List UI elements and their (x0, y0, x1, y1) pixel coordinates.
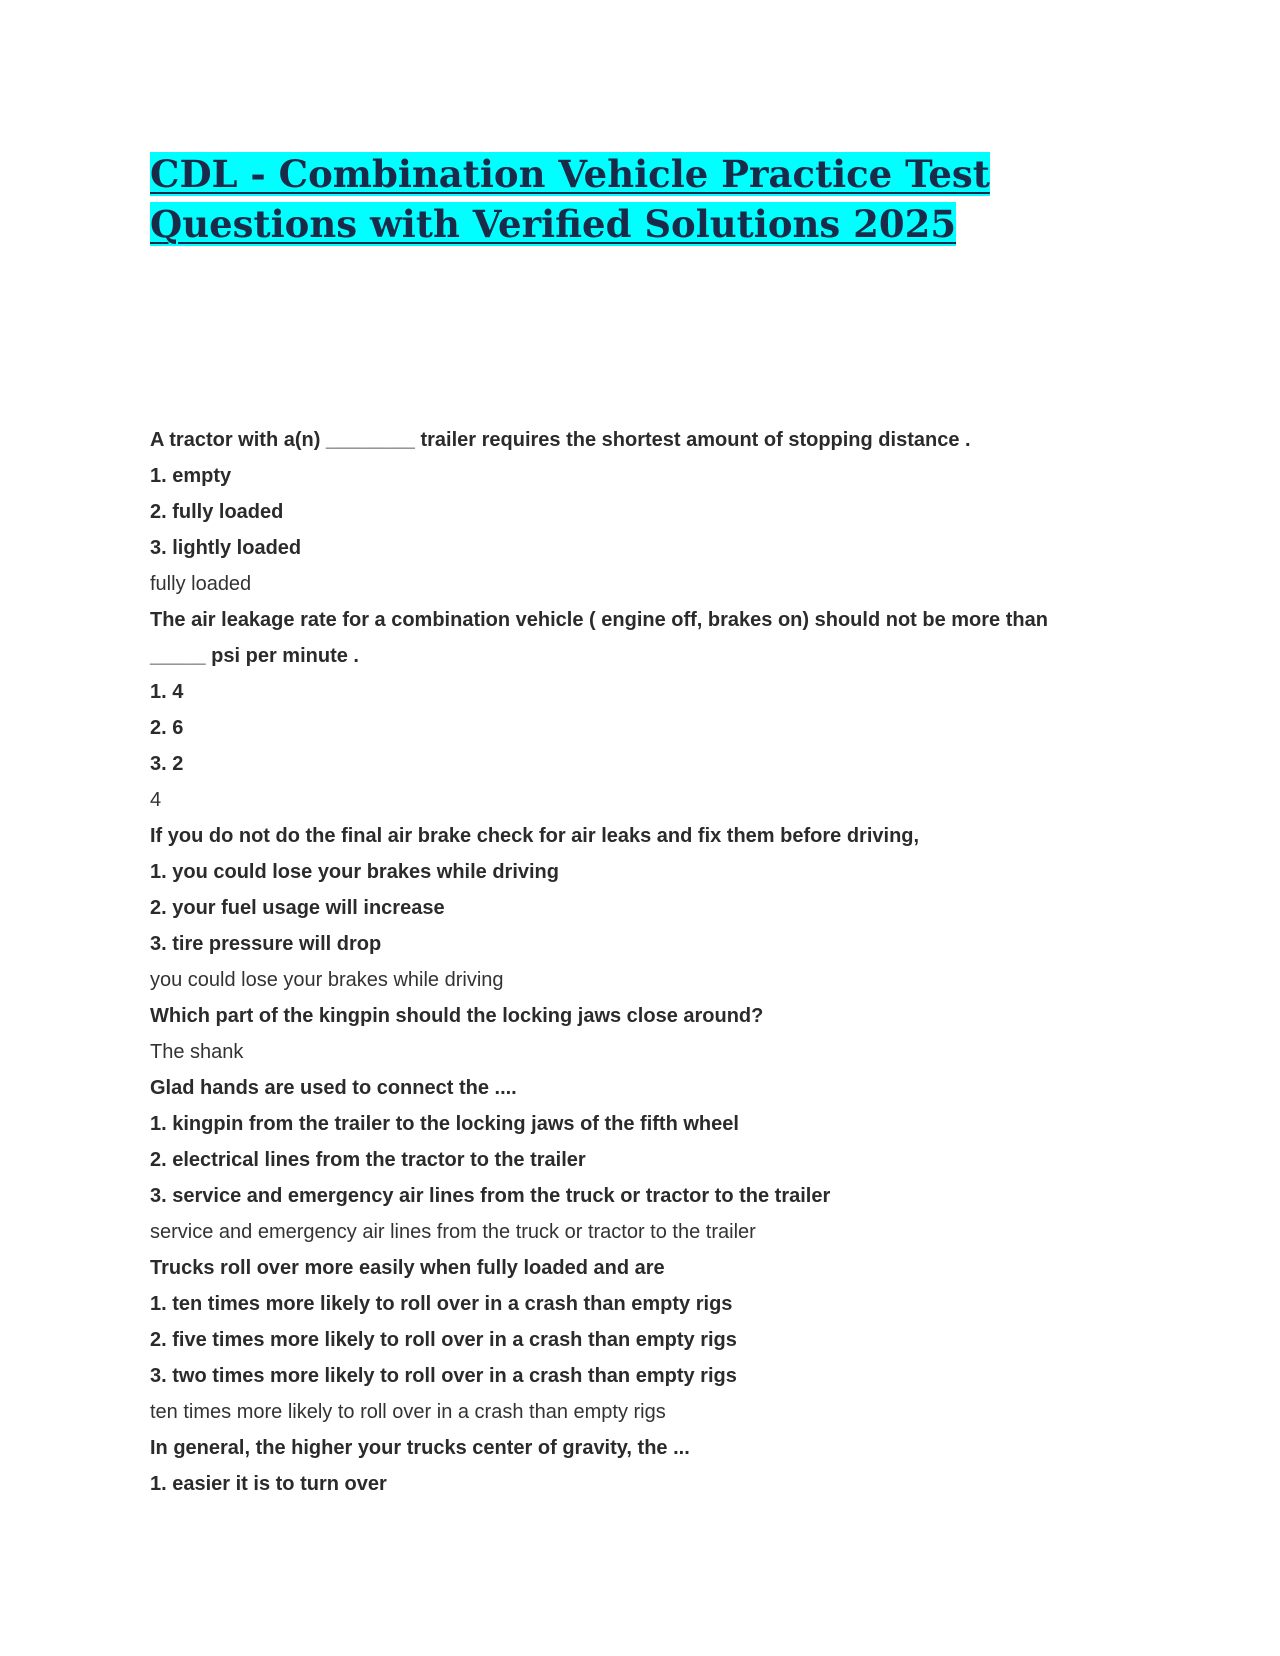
answer-option: 2. fully loaded (150, 501, 284, 523)
question-text: If you do not do the final air brake check for air leaks and fix them before driving, (150, 825, 920, 847)
answer-option: 3. tire pressure will drop (150, 933, 382, 955)
question-text: A tractor with a(n) ________ trailer requires the shortest amount of stopping distance . (150, 429, 971, 451)
answer-option: 2. 6 (150, 717, 184, 739)
question-list (150, 422, 1150, 1502)
correct-answer: The shank (150, 1041, 244, 1063)
question-text: In general, the higher your trucks center of gravity, the ... (150, 1437, 690, 1459)
answer-option: 3. lightly loaded (150, 537, 302, 559)
correct-answer: ten times more likely to roll over in a crash than empty rigs (150, 1401, 666, 1423)
question-text: Which part of the kingpin should the locking jaws close around? (150, 1005, 764, 1027)
answer-option: 1. 4 (150, 681, 184, 703)
answer-option: 1. ten times more likely to roll over in a crash than empty rigs (150, 1293, 733, 1315)
correct-answer: fully loaded (150, 573, 252, 595)
question-text: Trucks roll over more easily when fully loaded and are (150, 1257, 665, 1279)
answer-option: 2. your fuel usage will increase (150, 897, 445, 919)
answer-option: 1. you could lose your brakes while driving (150, 861, 559, 883)
document-title (150, 149, 1150, 249)
document-title-text: CDL - Combination Vehicle Practice Test Questions with Verified Solutions 2025 (150, 152, 990, 246)
answer-option: 3. two times more likely to roll over in a crash than empty rigs (150, 1365, 737, 1387)
question-text: The air leakage rate for a combination vehicle ( engine off, brakes on) should not be more than (150, 609, 1048, 631)
answer-option: 3. 2 (150, 753, 184, 775)
answer-option: 2. electrical lines from the tractor to the trailer (150, 1149, 586, 1171)
answer-option: 2. five times more likely to roll over in a crash than empty rigs (150, 1329, 737, 1351)
question-text: Glad hands are used to connect the .... (150, 1077, 517, 1099)
question-text: _____ psi per minute . (150, 645, 359, 667)
answer-option: 1. empty (150, 465, 232, 487)
correct-answer: you could lose your brakes while driving (150, 969, 504, 991)
answer-option: 1. kingpin from the trailer to the locking jaws of the fifth wheel (150, 1113, 739, 1135)
answer-option: 3. service and emergency air lines from the truck or tractor to the trailer (150, 1185, 831, 1207)
correct-answer: service and emergency air lines from the truck or tractor to the trailer (150, 1221, 756, 1243)
answer-option: 1. easier it is to turn over (150, 1473, 387, 1495)
correct-answer: 4 (150, 789, 162, 811)
